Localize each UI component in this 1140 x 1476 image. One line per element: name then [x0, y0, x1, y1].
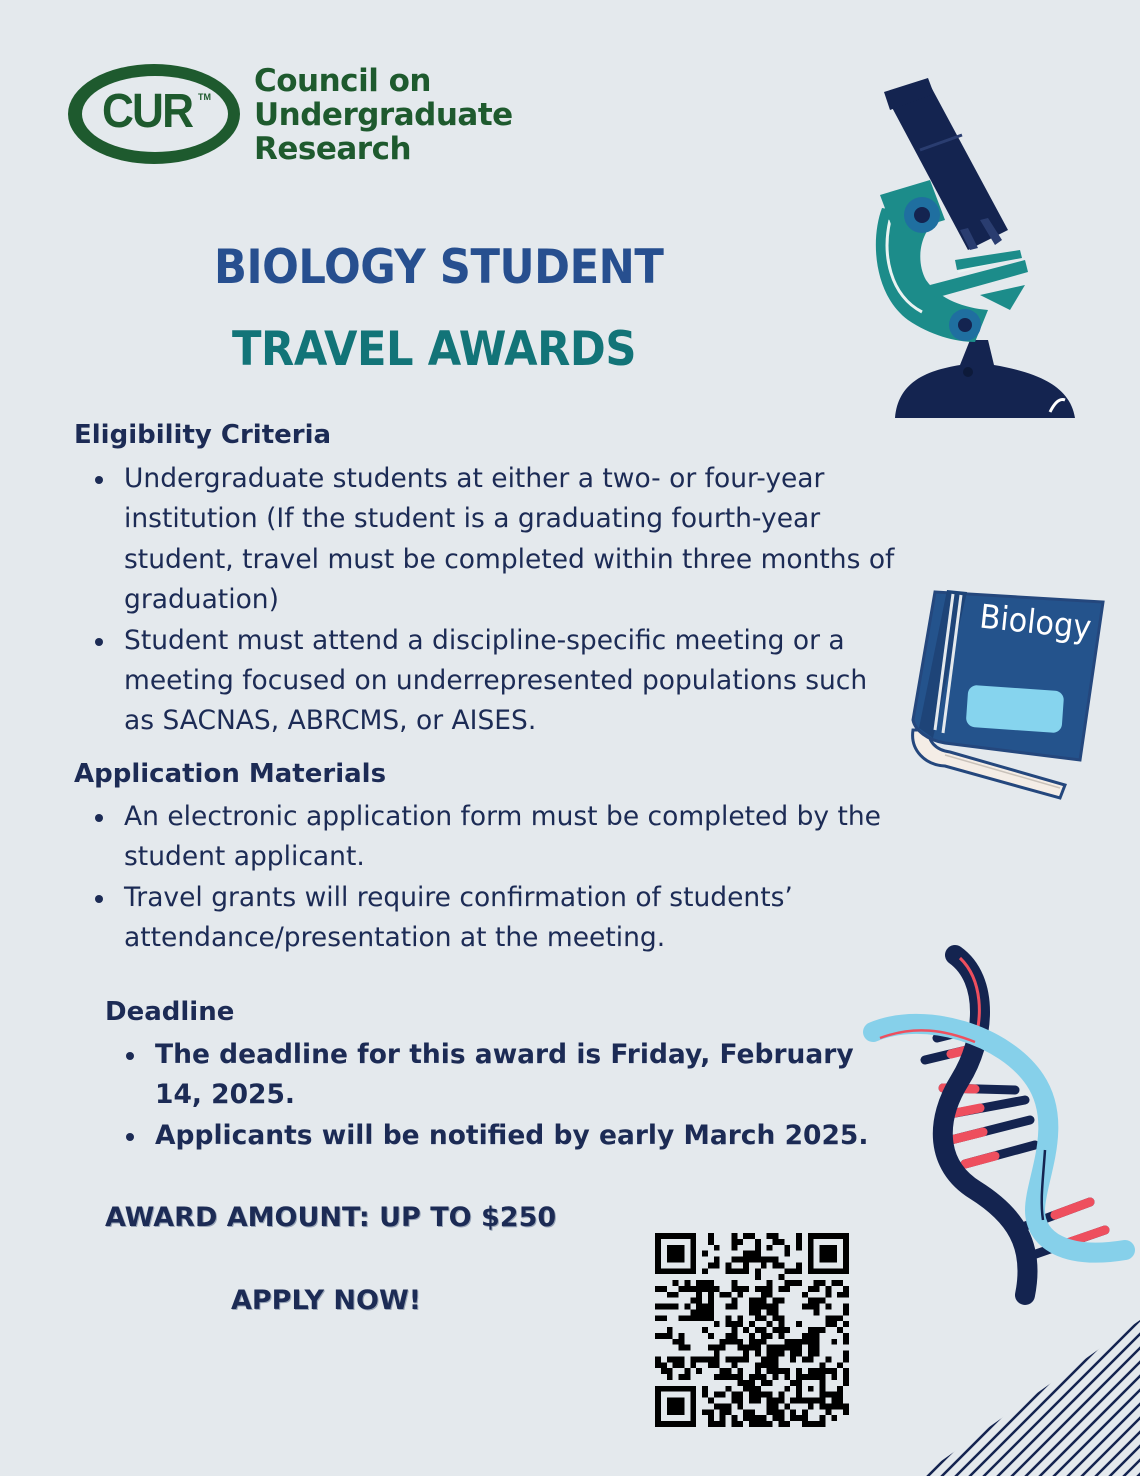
list-item: The deadline for this award is Friday, February 14, 2025. — [155, 1035, 875, 1116]
deadline-heading: Deadline — [105, 997, 235, 1027]
list-item: Applicants will be notified by early March 2025. — [155, 1116, 875, 1156]
book-label: Biology — [977, 598, 1094, 648]
deadline-list — [155, 1035, 875, 1156]
list-item: Undergraduate students at either a two- or four-year institution (If the student is a graduating fourth-year student, travel must be completed within three months of graduation) — [124, 459, 904, 621]
stripe-pattern — [920, 1320, 1140, 1476]
org-name-line: Research — [254, 131, 412, 167]
list-item: Student must attend a discipline-specific meeting or a meeting focused on underrepresented populations such as SACNAS, ABRCMS, or AISES. — [124, 621, 904, 742]
application-list — [124, 797, 904, 959]
qr-code[interactable] — [655, 1233, 849, 1427]
eligibility-list — [124, 459, 904, 742]
cur-logo-abbr: CUR — [102, 85, 193, 138]
dna-icon — [865, 950, 1135, 1300]
eligibility-heading: Eligibility Criteria — [74, 420, 332, 450]
cur-logo-tm: TM — [198, 92, 211, 102]
org-name-line: Undergraduate — [254, 97, 513, 133]
biology-book-icon — [905, 580, 1110, 805]
award-amount: AWARD AMOUNT: UP TO $250 — [105, 1202, 557, 1233]
org-name — [254, 64, 513, 166]
title-line-1: BIOLOGY STUDENT — [214, 240, 664, 295]
title-line-2: TRAVEL AWARDS — [232, 322, 637, 377]
apply-now-link[interactable]: APPLY NOW! — [231, 1285, 422, 1316]
list-item: Travel grants will require confirmation of students’ attendance/presentation at the meeting. — [124, 878, 904, 959]
microscope-icon — [860, 80, 1090, 425]
application-heading: Application Materials — [74, 759, 387, 789]
cur-logo — [68, 62, 513, 170]
org-name-line: Council on — [254, 63, 431, 99]
list-item: An electronic application form must be completed by the student applicant. — [124, 797, 904, 878]
